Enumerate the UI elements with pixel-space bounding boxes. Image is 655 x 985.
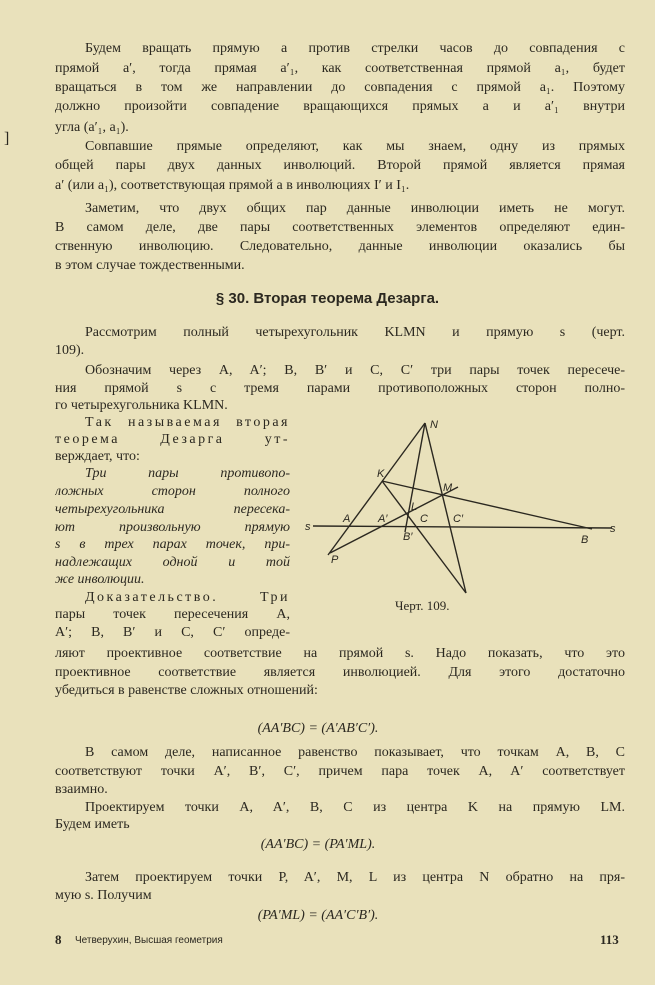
- label-N: N: [430, 419, 438, 431]
- text-line: общей пары двух данных инволюций. Второй прямой является прямая: [55, 158, 625, 173]
- text-line: В самом деле, написанное равенство показывает, что точкам A, B, C: [85, 745, 625, 760]
- label-K: K: [377, 468, 385, 480]
- theorem-line: же инволюции.: [55, 572, 145, 587]
- text-line: теорема Дезарга ут-: [55, 432, 290, 447]
- text-line: ния прямой s с тремя парами противоположных сторон полно-: [55, 381, 625, 396]
- text-line: должно произойти совпадение вращающихся прямых a и a′₁ внутри: [55, 99, 625, 114]
- theorem-line: четырехугольника пересека-: [55, 502, 290, 517]
- section-heading: § 30. Вторая теорема Дезарга.: [215, 290, 440, 307]
- text-line: прямой a′, тогда прямая a′₁, как соответственная прямой a₁, будет: [55, 61, 625, 76]
- figure-109-diagram: [300, 410, 630, 600]
- text-line: Затем проектируем точки P, A′, M, L из центра N обратно на пря-: [85, 870, 625, 885]
- text-line: пары точек пересечения A,: [55, 607, 290, 622]
- label-P: P: [331, 554, 339, 566]
- label-M: M: [443, 482, 453, 494]
- text-line: проективное соответствие является инволюцией. Для этого достаточно: [55, 665, 625, 680]
- text-line: Будем иметь: [55, 817, 130, 832]
- text-line: Обозначим через A, A′; B, B′ и C, C′ три пары точек пересече-: [85, 363, 625, 378]
- formula: (AA′BC) = (PA′ML).: [260, 837, 376, 852]
- text-line: a′ (или a₁), соответствующая прямой a в инволюциях I′ и I₁.: [55, 178, 410, 193]
- theorem-line: ют произвольную прямую: [55, 520, 290, 535]
- label-A: A: [343, 513, 351, 525]
- theorem-line: надлежащих одной и той: [55, 555, 290, 570]
- text-line: Так называемая вторая: [85, 415, 290, 430]
- label-C: C: [420, 513, 428, 525]
- theorem-line: Три пары противопо-: [85, 466, 290, 481]
- text-line: Будем вращать прямую a против стрелки часов до совпадения с: [85, 41, 625, 56]
- label-A-prime: A′: [378, 513, 388, 525]
- text-line: Проектируем точки A, A′, B, C из центра K на прямую LM.: [85, 800, 625, 815]
- theorem-line: s в трех парах точек, при-: [55, 537, 290, 552]
- signature-mark: 8: [55, 932, 62, 947]
- text-line: вращаться в том же направлении до совпадения с прямой a₁. Поэтому: [55, 80, 625, 95]
- label-L: L: [411, 501, 418, 513]
- text-line: В самом деле, две пары соответственных элементов определяют един-: [55, 220, 625, 235]
- text-line: взаимно.: [55, 782, 108, 797]
- figure-caption: Черт. 109.: [395, 598, 450, 613]
- text-line: Доказательство. Три: [85, 590, 290, 605]
- text-line: Рассмотрим полный четырехугольник KLMN и прямую s (черт.: [85, 325, 625, 340]
- text-line: Заметим, что двух общих пар данные инволюции иметь не могут.: [85, 201, 625, 216]
- theorem-line: ложных сторон полного: [55, 484, 290, 499]
- label-s-right: s: [610, 523, 616, 535]
- text-line: убедиться в равенстве сложных отношений:: [55, 683, 318, 698]
- margin-mark: ]: [4, 130, 10, 147]
- text-line: угла (a′₁, a₁).: [55, 120, 129, 135]
- text-line: го четырехугольника KLMN.: [55, 398, 228, 413]
- line-NM: [425, 423, 466, 593]
- text-line: верждает, что:: [55, 449, 140, 464]
- text-line: Совпавшие прямые определяют, как мы знаем, одну из прямых: [85, 139, 625, 154]
- text-line: 109).: [55, 343, 85, 358]
- formula: (AA′BC) = (A′AB′C′).: [257, 721, 379, 736]
- page-number: 113: [600, 932, 619, 947]
- text-line: в этом случае тождественными.: [55, 258, 245, 273]
- label-s-left: s: [305, 521, 311, 533]
- text-line: ляют проективное соответствие на прямой s. Надо показать, что это: [55, 646, 625, 661]
- label-B: B: [581, 534, 589, 546]
- formula: (PA′ML) = (AA′C′B′).: [257, 908, 379, 923]
- text-line: ственную инволюцию. Следовательно, данные инволюции оказались бы: [55, 239, 625, 254]
- text-line: мую s. Получим: [55, 888, 152, 903]
- text-line: A′; B, B′ и C, C′ опреде-: [55, 625, 290, 640]
- label-C-prime: C′: [453, 513, 464, 525]
- book-title-footer: Четверухин, Высшая геометрия: [75, 935, 223, 946]
- line-s: [313, 526, 612, 528]
- text-line: соответствуют точки A′, B′, C′, причем пара точек A, A′ соответствует: [55, 764, 625, 779]
- label-B-prime: B′: [403, 531, 413, 543]
